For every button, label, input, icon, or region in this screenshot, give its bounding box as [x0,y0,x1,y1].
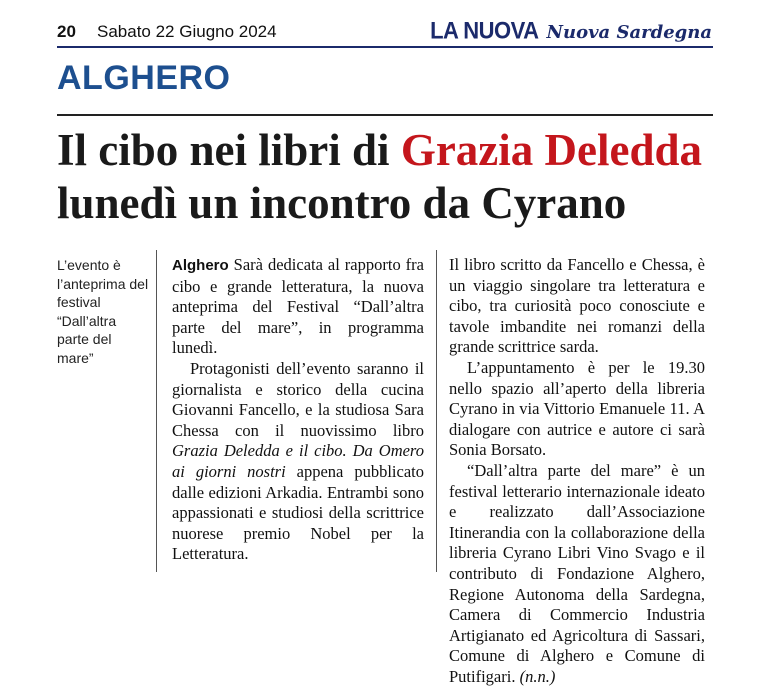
article-column-2 [449,255,705,687]
headline-line2: lunedì un incontro da Cyrano [57,178,627,228]
book-title: Grazia Deledda e il cibo. Da Omero ai giorni nostri [172,441,424,481]
section-rule [57,114,713,116]
masthead-logo [430,18,712,44]
article-paragraph-continued: Il libro scritto da Fancello e Chessa, è un viaggio singolare tra letteratura e cibo, tra curiosità poco conosciute e tavole imbandite nei romanzi della grande scrittrice sarda. [449,255,705,357]
article-paragraph: Alghero Sarà dedicata al rapporto fra cibo e grande letteratura, la nuova anteprima del Festival “Dall’altra parte del mare”, in programma lunedì. [172,255,424,358]
masthead-sub: Nuova Sardegna [546,22,712,43]
column-divider [156,250,157,572]
header-rule [57,46,713,48]
headline [57,124,727,230]
article-paragraph: L’appuntamento è per le 19.30 nello spazio all’aperto della libreria Cyrano in via Vittorio Emanuele 11. A dialogare con autrice e autore ci sarà Sonia Borsato. [449,357,705,460]
author-signature: (n.n.) [519,666,556,686]
headline-part1: Il cibo nei libri di [57,125,401,175]
page-number: 20 [57,22,76,41]
dateline: Alghero [172,257,229,274]
column-divider [436,250,437,572]
article-paragraph: “Dall’altra parte del mare” è un festival letterario internazionale ideato e realizzato dall’Associazione Itinerandia con la collaborazione della libreria Cyrano Libri Vino Svago e il contributo di Fondazione Alghero, Regione Autonoma della Sardegna, Camera di Commercio Industria Artigianato ed Agricoltura di Sassari, Comune di Alghero e Comune di Putifigari. (n.n.) [449,460,705,686]
section-title: ALGHERO [57,59,231,97]
headline-highlight: Grazia Deledda [400,125,703,175]
sidebar-summary: L’evento è l’anteprima del festival “Dall’altra parte del mare” [57,257,149,366]
article-column-1 [172,255,424,565]
issue-date: Sabato 22 Giugno 2024 [97,22,277,41]
article-paragraph: Protagonisti dell’evento saranno il giornalista e storico della cucina Giovanni Fancello, e la studiosa Sara Chessa con il nuovissimo libro Grazia Deledda e il cibo. Da Omero ai giorni nostri appena pubblicato dalle edizioni Arkadia. Entrambi sono appassionati e studiosi della scrittrice nuorese premio Nobel per la Letteratura. [172,358,424,564]
masthead-main: LA NUOVA [430,16,539,45]
